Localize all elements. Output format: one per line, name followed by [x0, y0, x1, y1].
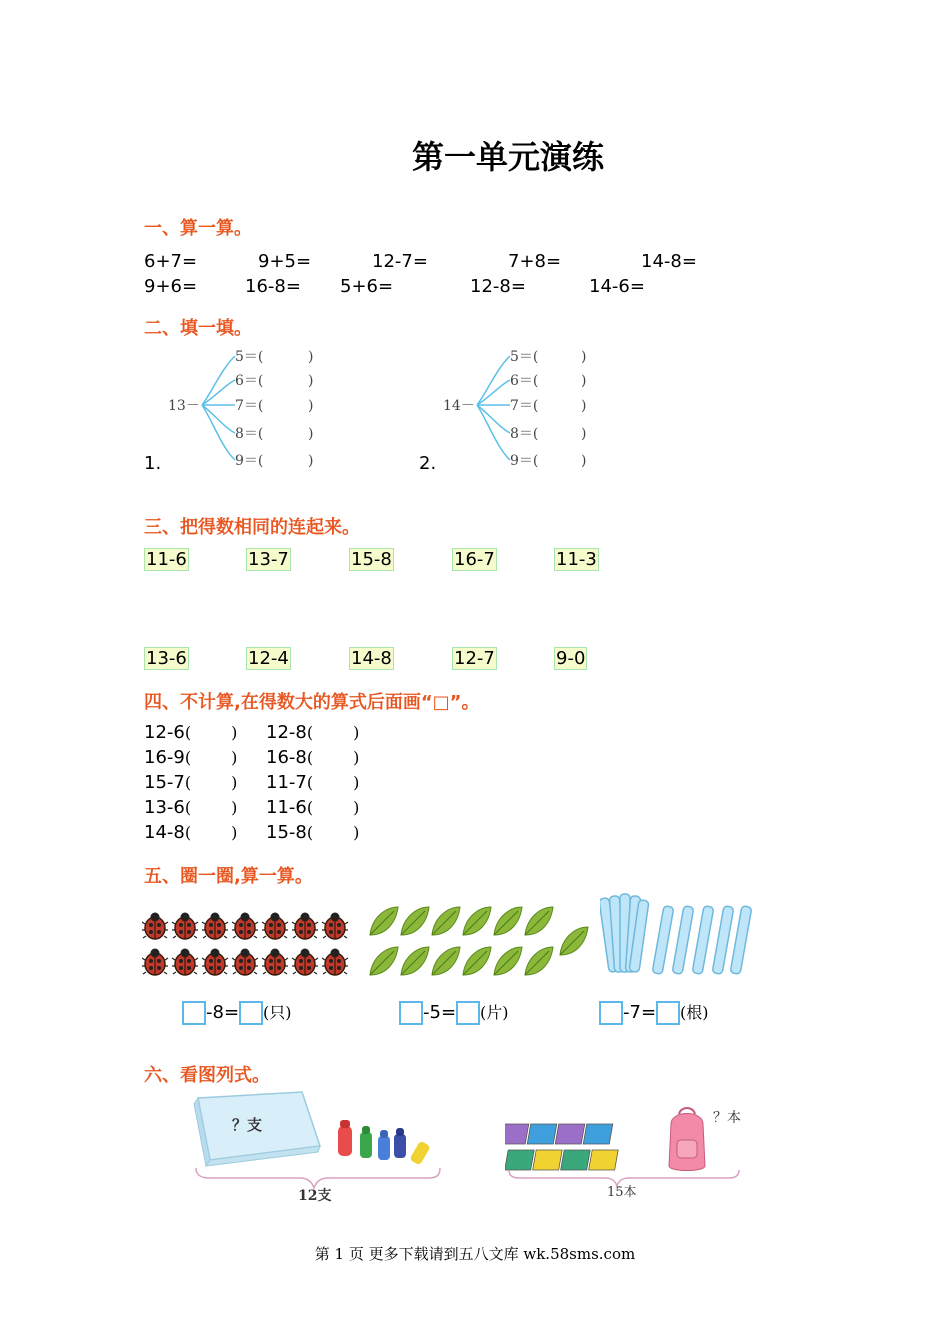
match-card-top[interactable]: 11-3 [556, 549, 597, 570]
section-5-heading: 五、圈一圈,算一算。 [144, 866, 313, 887]
compare-row [266, 772, 359, 793]
section-6-heading: 六、看图列式。 [144, 1065, 270, 1086]
tree-item: 7＝( [235, 398, 264, 414]
tree-close: ) [581, 453, 587, 469]
paren: ( [184, 773, 192, 792]
paren: ( [184, 723, 192, 742]
paren: ( [184, 748, 192, 767]
section-1-heading: 一、算一算。 [144, 218, 252, 239]
compare-expr: 12-6 [144, 722, 185, 743]
compare-row [266, 722, 359, 743]
tree-item: 8＝( [510, 426, 539, 442]
compare-expr: 15-7 [144, 772, 185, 793]
compare-expr: 15-8 [266, 822, 307, 843]
compare-row [266, 747, 359, 768]
compare-expr: 16-8 [266, 747, 307, 768]
paren: ( [306, 723, 314, 742]
leaves-illustration [368, 905, 596, 983]
section-2-heading: 二、填一填。 [144, 318, 252, 339]
pen-box-illustration [190, 1090, 450, 1205]
match-card-top[interactable]: 11-6 [146, 549, 187, 570]
exercise: 14-6= [589, 276, 645, 297]
match-card-bottom[interactable]: 9-0 [556, 648, 586, 669]
section-4-heading: 四、不计算,在得数大的算式后面画“□”。 [144, 692, 480, 713]
tree-item: 6＝( [510, 373, 539, 389]
paren: ( [306, 773, 314, 792]
tree-root: 13－ [168, 398, 200, 414]
total-label: 15本 [607, 1185, 637, 1200]
paren: ) [353, 823, 360, 842]
tree-item: 9＝( [235, 453, 264, 469]
tree-2-label: 2. [419, 453, 437, 474]
answer-box[interactable] [182, 1001, 206, 1025]
page-title: 第一单元演练 [411, 138, 604, 176]
exercise: 14-8= [641, 251, 697, 272]
equation-op: -7= [623, 1002, 657, 1023]
paren: ( [306, 823, 314, 842]
page-footer: 第 1 页 更多下载请到五八文库 wk.58sms.com [314, 1245, 636, 1263]
books-bag-illustration [505, 1100, 755, 1205]
equation-op: -5= [423, 1002, 457, 1023]
answer-box[interactable] [399, 1001, 423, 1025]
ladybugs-illustration [142, 912, 354, 980]
tree-1-label: 1. [144, 453, 162, 474]
tree-close: ) [308, 453, 314, 469]
exercise: 6+7= [144, 251, 198, 272]
paren: ) [231, 798, 238, 817]
compare-row [266, 822, 359, 843]
answer-box[interactable] [456, 1001, 480, 1025]
paren: ( [184, 823, 192, 842]
answer-box[interactable] [239, 1001, 263, 1025]
tree-diagram-2 [435, 340, 615, 475]
tree-close: ) [308, 398, 314, 414]
match-card-bottom[interactable]: 13-6 [146, 648, 187, 669]
exercise: 12-7= [372, 251, 428, 272]
tree-item: 5＝( [235, 349, 264, 365]
tree-item: 6＝( [235, 373, 264, 389]
compare-row [144, 747, 237, 768]
compare-expr: 11-7 [266, 772, 307, 793]
equation-ladybugs [182, 1000, 292, 1025]
compare-expr: 16-9 [144, 747, 185, 768]
exercise: 9+6= [144, 276, 198, 297]
compare-row [144, 772, 237, 793]
tree-close: ) [308, 426, 314, 442]
tree-close: ) [581, 398, 587, 414]
compare-row [144, 797, 237, 818]
exercise: 9+5= [258, 251, 312, 272]
compare-row [266, 797, 359, 818]
tree-item: 7＝( [510, 398, 539, 414]
answer-box[interactable] [656, 1001, 680, 1025]
tree-close: ) [308, 349, 314, 365]
exercise: 7+8= [508, 251, 562, 272]
exercise: 16-8= [245, 276, 301, 297]
section-3-heading: 三、把得数相同的连起来。 [144, 517, 360, 538]
match-card-top[interactable]: 15-8 [351, 549, 392, 570]
tree-close: ) [581, 349, 587, 365]
paren: ( [306, 748, 314, 767]
paren: ) [231, 748, 238, 767]
match-card-top[interactable]: 16-7 [454, 549, 495, 570]
total-label: 12支 [298, 1188, 332, 1204]
paren: ( [306, 798, 314, 817]
tree-item: 8＝( [235, 426, 264, 442]
equation-sticks [599, 1000, 709, 1025]
answer-box[interactable] [599, 1001, 623, 1025]
paren: ) [231, 823, 238, 842]
compare-row [144, 822, 237, 843]
exercise: 5+6= [340, 276, 394, 297]
tree-close: ) [581, 426, 587, 442]
paren: ) [231, 723, 238, 742]
sticks-illustration [600, 892, 752, 980]
compare-row [144, 722, 237, 743]
compare-expr: 12-8 [266, 722, 307, 743]
tree-root: 14－ [443, 398, 475, 414]
match-card-top[interactable]: 13-7 [248, 549, 289, 570]
tree-close: ) [581, 373, 587, 389]
paren: ) [231, 773, 238, 792]
unit-label: (根) [680, 1003, 709, 1022]
paren: ) [353, 748, 360, 767]
match-card-bottom[interactable]: 12-4 [248, 648, 289, 669]
compare-expr: 11-6 [266, 797, 307, 818]
paren: ( [184, 798, 192, 817]
compare-expr: 13-6 [144, 797, 185, 818]
equation-leaves [399, 1000, 509, 1025]
paren: ) [353, 798, 360, 817]
exercise: 12-8= [470, 276, 526, 297]
unit-label: (只) [263, 1003, 292, 1022]
box-label: ？支 [232, 1116, 263, 1134]
compare-expr: 14-8 [144, 822, 185, 843]
equation-op: -8= [206, 1002, 240, 1023]
match-card-bottom[interactable]: 14-8 [351, 648, 392, 669]
tree-diagram-1 [160, 340, 340, 475]
tree-close: ) [308, 373, 314, 389]
paren: ) [353, 723, 360, 742]
match-card-bottom[interactable]: 12-7 [454, 648, 495, 669]
tree-item: 9＝( [510, 453, 539, 469]
unit-label: (片) [480, 1003, 509, 1022]
bag-label: ？本 [713, 1110, 741, 1126]
paren: ) [353, 773, 360, 792]
tree-item: 5＝( [510, 349, 539, 365]
